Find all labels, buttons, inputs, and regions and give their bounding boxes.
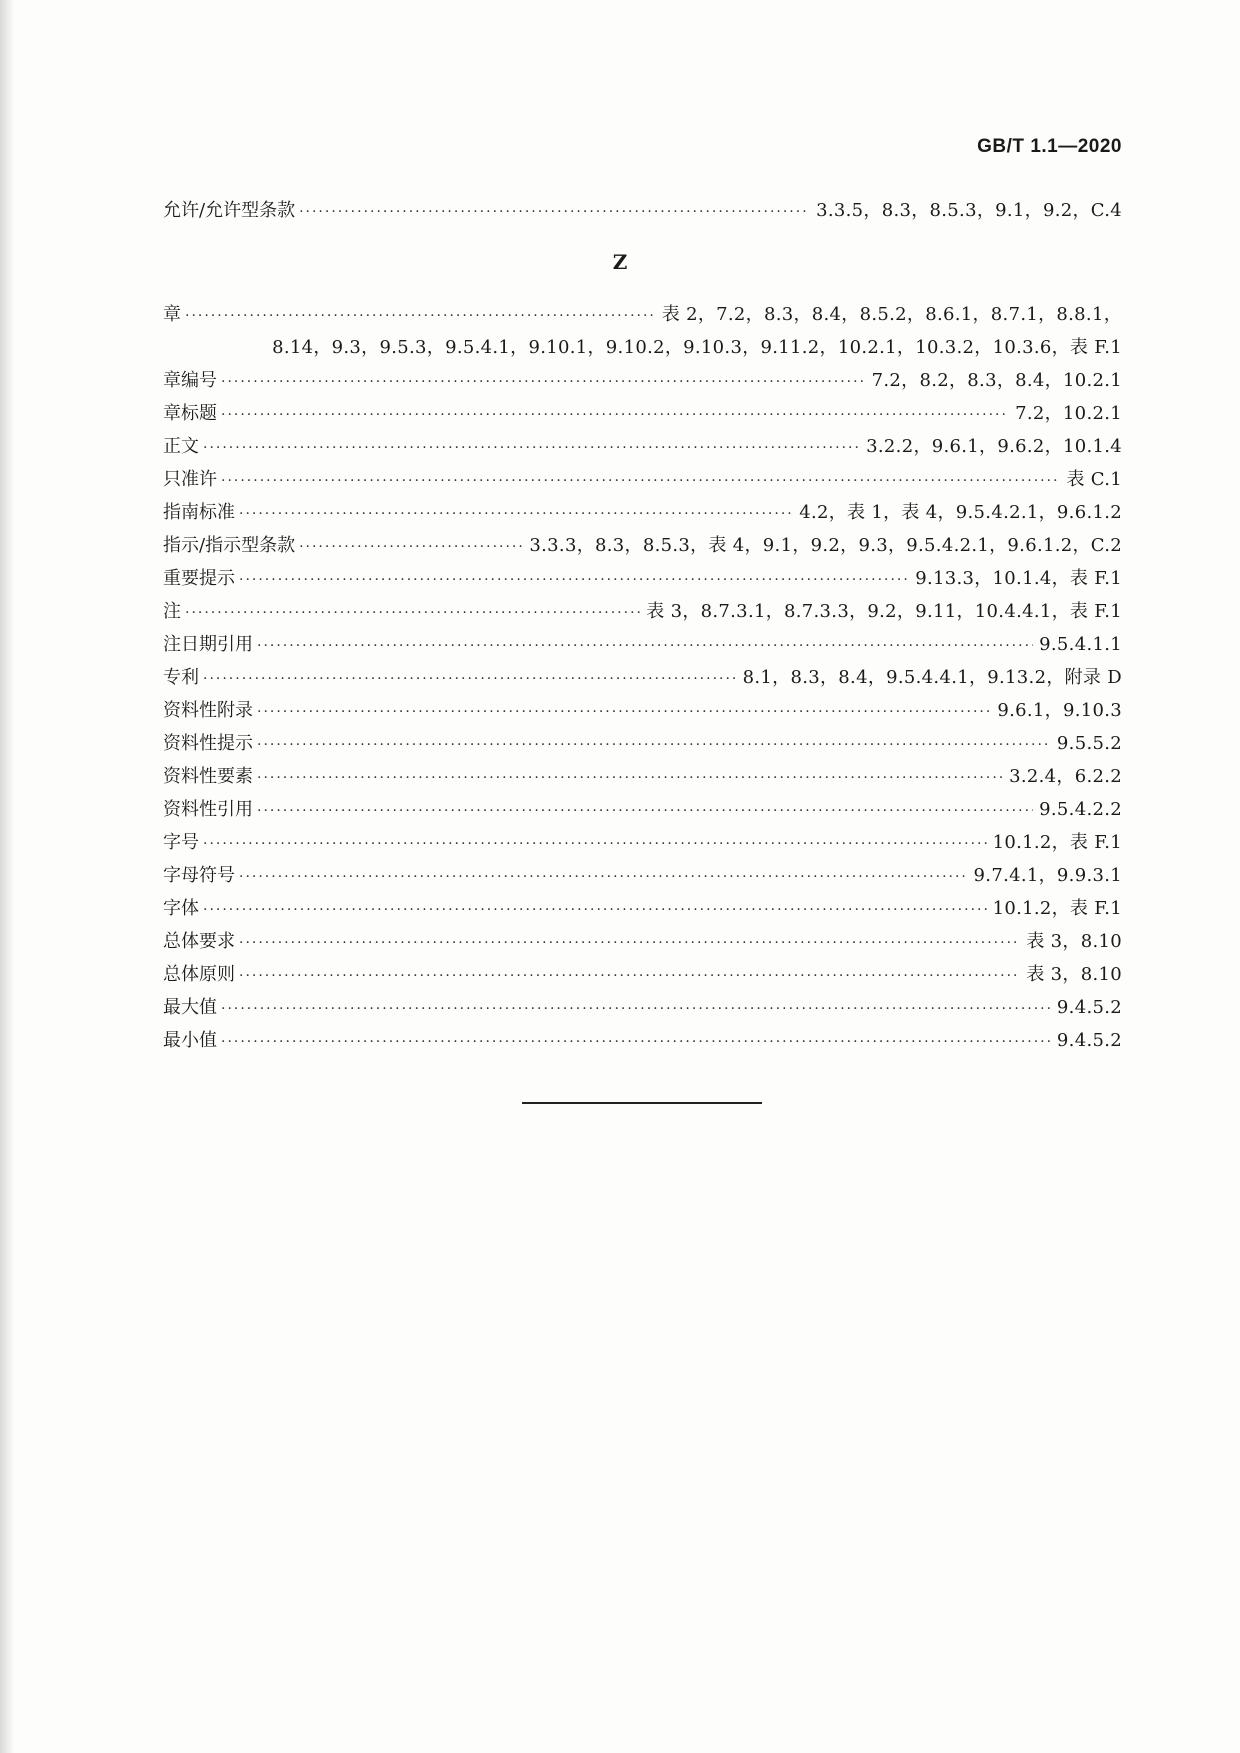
dot-leader [257,803,1033,819]
index-entry [163,762,1122,795]
index-refs: 9.5.4.2.2 [1039,799,1122,820]
dot-leader [239,935,1020,951]
index-term: 字母符号 [163,865,235,886]
index-refs: 表 3，8.10 [1026,964,1122,985]
index-refs: 3.2.4，6.2.2 [1009,766,1122,787]
index-term: 只准许 [163,469,217,490]
index-term: 注日期引用 [163,634,253,655]
index-entry [163,630,1122,663]
index-entry [163,795,1122,828]
index-refs: 9.13.3，10.1.4，表 F.1 [915,568,1122,589]
dot-leader [239,572,909,588]
index-refs: 表 2，7.2，8.3，8.4，8.5.2，8.6.1，8.7.1，8.8.1， [661,304,1122,325]
dot-leader [221,374,866,390]
index-entry [163,960,1122,993]
index-entry [163,894,1122,927]
index-term: 专利 [163,667,199,688]
standard-code-header: GB/T 1.1—2020 [977,136,1122,157]
index-entry [163,498,1122,531]
index-term: 注 [163,601,181,622]
index-entry [163,366,1122,399]
index-refs: 4.2，表 1，表 4，9.5.4.2.1，9.6.1.2 [799,502,1122,523]
index-refs: 表 3，8.7.3.1，8.7.3.3，9.2，9.11，10.4.4.1，表 F.1 [646,601,1122,622]
section-letter: Z [612,250,628,274]
index-refs: 9.5.4.1.1 [1039,634,1122,655]
index-entry [163,196,1122,229]
index-refs: 7.2，10.2.1 [1015,403,1122,424]
index-refs: 8.1，8.3，8.4，9.5.4.4.1，9.13.2，附录 D [742,667,1122,688]
index-refs: 9.4.5.2 [1056,997,1122,1018]
index-term: 最小值 [163,1030,217,1051]
index-refs: 7.2，8.2，8.3，8.4，10.2.1 [871,370,1122,391]
dot-leader [257,704,991,720]
dot-leader [239,968,1020,984]
index-entry [163,828,1122,861]
index-term: 资料性附录 [163,700,253,721]
index-term: 总体原则 [163,964,235,985]
dot-leader [257,638,1033,654]
index-entry [163,729,1122,762]
index-entry [163,300,1122,333]
dot-leader [257,737,1051,753]
index-term: 总体要求 [163,931,235,952]
index-entry [163,399,1122,432]
index-refs: 9.6.1，9.10.3 [997,700,1122,721]
dot-leader [239,506,793,522]
index-term: 资料性要素 [163,766,253,787]
dot-leader [257,770,1003,786]
index-entry [163,696,1122,729]
index-entry [163,465,1122,498]
dot-leader [203,836,987,852]
dot-leader [185,605,640,621]
index-term: 资料性引用 [163,799,253,820]
index-term: 章标题 [163,403,217,424]
index-term: 最大值 [163,997,217,1018]
dot-leader [299,539,523,555]
dot-leader [185,308,656,324]
index-term: 指示/指示型条款 [163,535,296,556]
index-refs: 3.3.3，8.3，8.5.3，表 4，9.1，9.2，9.3，9.5.4.2.1，9.6.1.2，C.2 [529,535,1122,556]
dot-leader [203,902,987,918]
index-entry [163,927,1122,960]
index-term: 字号 [163,832,199,853]
index-refs: 表 C.1 [1066,469,1122,490]
index-term: 重要提示 [163,568,235,589]
dot-leader [299,204,810,220]
dot-leader [221,473,1060,489]
index-term: 字体 [163,898,199,919]
index-term: 资料性提示 [163,733,253,754]
index-refs: 10.1.2，表 F.1 [992,832,1122,853]
dot-leader [221,1001,1051,1017]
index-entry [163,861,1122,894]
index-refs: 9.4.5.2 [1056,1030,1122,1051]
dot-leader [203,671,737,687]
index-entry [163,597,1122,630]
dot-leader [239,869,968,885]
index-entry [163,564,1122,597]
end-rule [522,1102,762,1104]
index-refs: 3.2.2，9.6.1，9.6.2，10.1.4 [866,436,1122,457]
index-term: 指南标准 [163,502,235,523]
index-refs: 表 3，8.10 [1026,931,1122,952]
index-refs: 3.3.5，8.3，8.5.3，9.1，9.2，C.4 [816,200,1122,221]
index-entry [163,432,1122,465]
index-entry [163,993,1122,1026]
index-entry [163,1026,1122,1059]
index-term: 章编号 [163,370,217,391]
dot-leader [221,407,1009,423]
index-refs: 9.7.4.1，9.9.3.1 [973,865,1122,886]
index-entry [163,663,1122,696]
index-list [163,300,1122,1059]
index-term: 允许/允许型条款 [163,200,296,221]
dot-leader [221,1034,1051,1050]
index-term: 正文 [163,436,199,457]
index-refs-continuation: 8.14，9.3，9.5.3，9.5.4.1，9.10.1，9.10.2，9.10.3，9.11.2，10.2.1，10.3.2，10.3.6，表 F.1 [272,337,1122,358]
index-refs: 10.1.2，表 F.1 [992,898,1122,919]
index-entry [163,531,1122,564]
index-term: 章 [163,304,181,325]
dot-leader [203,440,860,456]
index-refs: 9.5.5.2 [1056,733,1122,754]
